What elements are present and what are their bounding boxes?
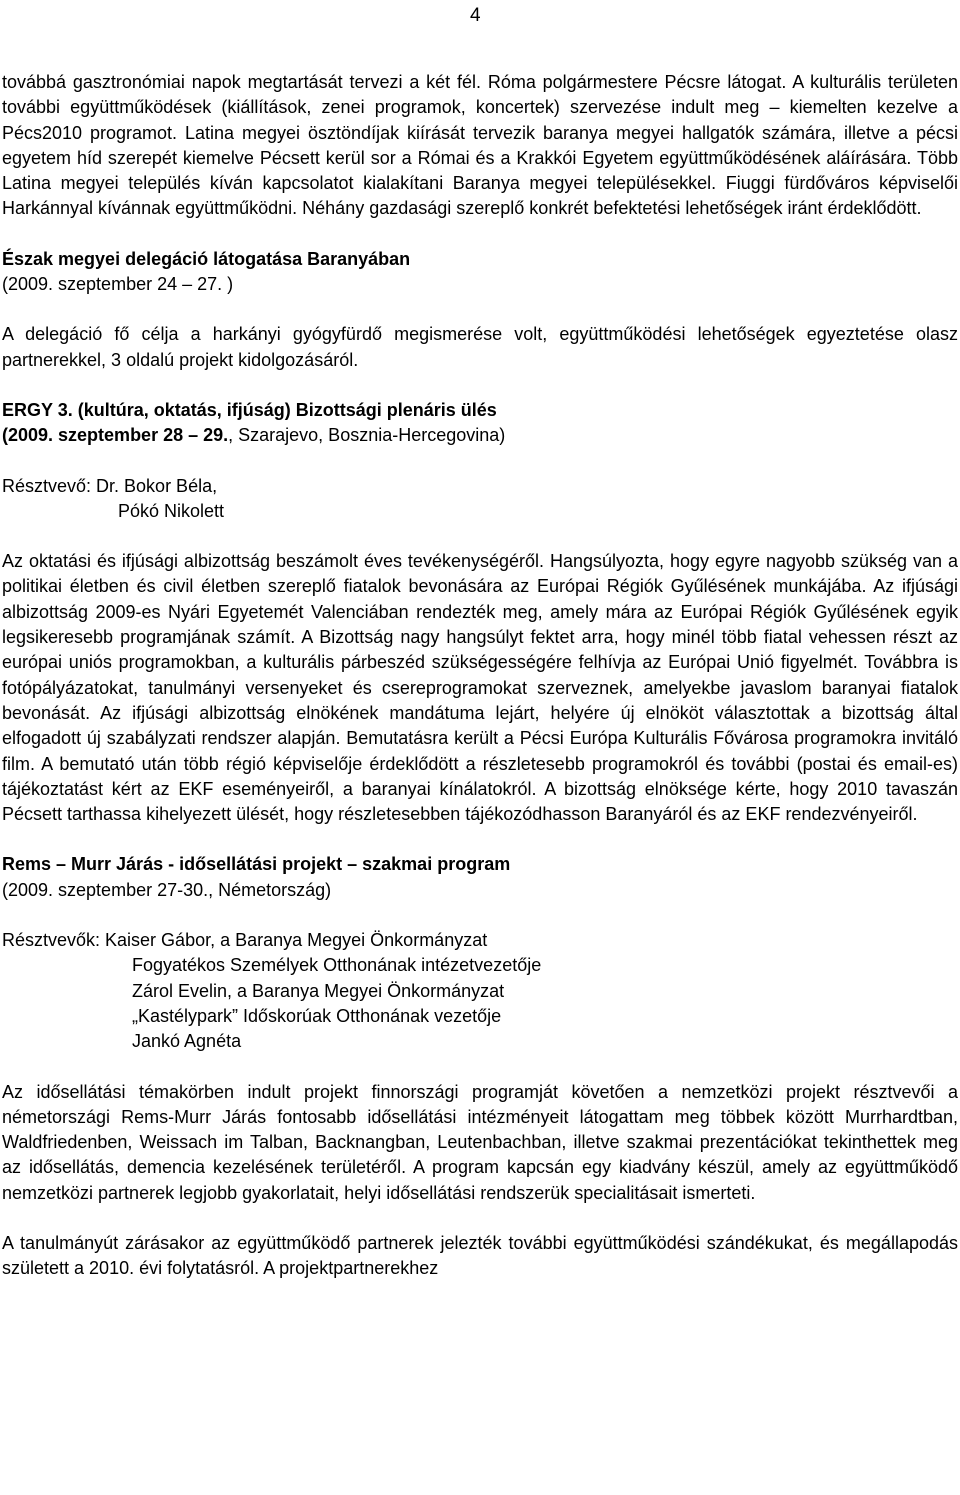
rems-participant-line: Jankó Agnéta — [132, 1031, 242, 1052]
rems-participant-line: „Kastélypark” Időskorúak Otthonának vezetője — [132, 1005, 502, 1026]
rems-participant-line: Résztvevők: Kaiser Gábor, a Baranya Megyei Önkormányzat — [2, 930, 488, 951]
rems-paragraph-1: Az idősellátási témakörben indult projekt finnországi programját követően a nemzetközi projekt résztvevői a németországi Rems-Murr Járás fontosabb idősellátási intézményeit látogattam meg többek között Murrhardtban, Waldfriedenben, Weissach im Talban, Backnangban, Leutenbachban, illetve szakmai prezentációkat tekinthettek meg az idősellátás, demencia kezelésének területéről. A program kapcsán egy kiadvány készül, amely az együttműködő nemzetközi partnerek legjobb gyakorlatait, helyi idősellátási rendszerük specialitásait ismerteti. — [2, 1081, 958, 1203]
section-heading-delegation: Észak megyei delegáció látogatása Baranyában — [2, 248, 411, 269]
page-number: 4 — [470, 5, 481, 26]
ergy-date-suffix: , Szarajevo, Bosznia-Hercegovina) — [228, 425, 506, 446]
ergy-participant-2: Pókó Nikolett — [118, 500, 225, 521]
rems-participant-line: Zárol Evelin, a Baranya Megyei Önkormányzat — [132, 980, 505, 1001]
rems-paragraph-2: A tanulmányút zárásakor az együttműködő partnerek jelezték további együttműködési szándékukat, és megállapodás született a 2010. évi folytatásról. A projektpartnerekhez — [2, 1232, 958, 1279]
section-date-delegation: (2009. szeptember 24 – 27. ) — [2, 274, 234, 295]
section-date-ergy — [2, 423, 958, 448]
ergy-paragraph: Az oktatási és ifjúsági albizottság beszámolt éves tevékenységéről. Hangsúlyozta, hogy egyre nagyobb szükség van a politikai életben és civil életben szereplő fiatalok bevonására az Európai Régiók Gyűlésének munkájába. Az ifjúsági albizottság 2009-es Nyári Egyetemét Valenciában rendezték meg, amely mára az Európai Régiók Gyűlésének egyik legsikeresebb programjának számít. A Bizottság nagy hangsúlyt fektet arra, hogy minél több fiatal vehessen részt az európai uniós programokban, a kulturális párbeszéd szükségességére felhívja az Európai Unió figyelmét. Továbbra is fotópályázatokat, tanulmányi versenyeket és csereprogramokat szerveznek, amelyekbe javaslom baranyai fiatalok bevonását. Az ifjúsági albizottság elnökének mandátuma lejárt, helyére új elnököt választottak a bizottság által elfogadott új szabályzati rendszer alapján. Bemutatásra került a Pécsi Európa Kulturális Fővárosa programokra invitáló film. A bemutató után több régió képviselője érdeklődött a részletesebb programokról és további (postai és email-es) tájékoztatást kért az EKF eseményeiről, a baranyai kínálatokról. A bizottság elnöksége kérte, hogy 2010 tavaszán Pécsett tarthassa kihelyezett ülését, hogy részletesebben tájékozódhasson Baranyáról és az EKF rendezvényeiről. — [2, 551, 958, 825]
delegation-paragraph: A delegáció fő célja a harkányi gyógyfürdő megismerése volt, együttműködési lehetőségek egyeztetése olasz partnerekkel, 3 oldalú projekt kidolgozásáról. — [2, 324, 958, 370]
section-heading-ergy: ERGY 3. (kultúra, oktatás, ifjúság) Bizottsági plenáris ülés — [2, 399, 497, 420]
intro-paragraph: továbbá gasztronómiai napok megtartását tervezi a két fél. Róma polgármestere Pécsre látogat. A kulturális területen további együttműködések (kiállítások, zenei programok, koncertek) szervezése indult meg – kiemelten kezelve a Pécs2010 programot. Latina megyei ösztöndíjak kiírását tervezik baranya megyei hallgatók számára, illetve a pécsi egyetem híd szerepét kiemelve Pécsett kerül sor a Római és a Krakkói Egyetem együttműködésének aláírására. Több Latina megyei település kíván kapcsolatot kialakítani Baranya megyei településekkel. Fiuggi fürdőváros képviselői Harkánnyal kívánnak együttműködni. Néhány gazdasági szereplő konkrét befektetési lehetőségek iránt érdeklődött. — [2, 72, 958, 219]
section-date-rems-murr: (2009. szeptember 27-30., Németország) — [2, 879, 332, 900]
ergy-participants-label: Résztvevő: Dr. Bokor Béla, — [2, 475, 218, 496]
section-heading-rems-murr: Rems – Murr Járás - idősellátási projekt – szakmai program — [2, 854, 511, 875]
ergy-date-prefix: (2009. szeptember 28 – 29. — [2, 425, 229, 446]
document-body — [2, 70, 958, 1282]
rems-participant-line: Fogyatékos Személyek Otthonának intézetvezetője — [132, 955, 542, 976]
